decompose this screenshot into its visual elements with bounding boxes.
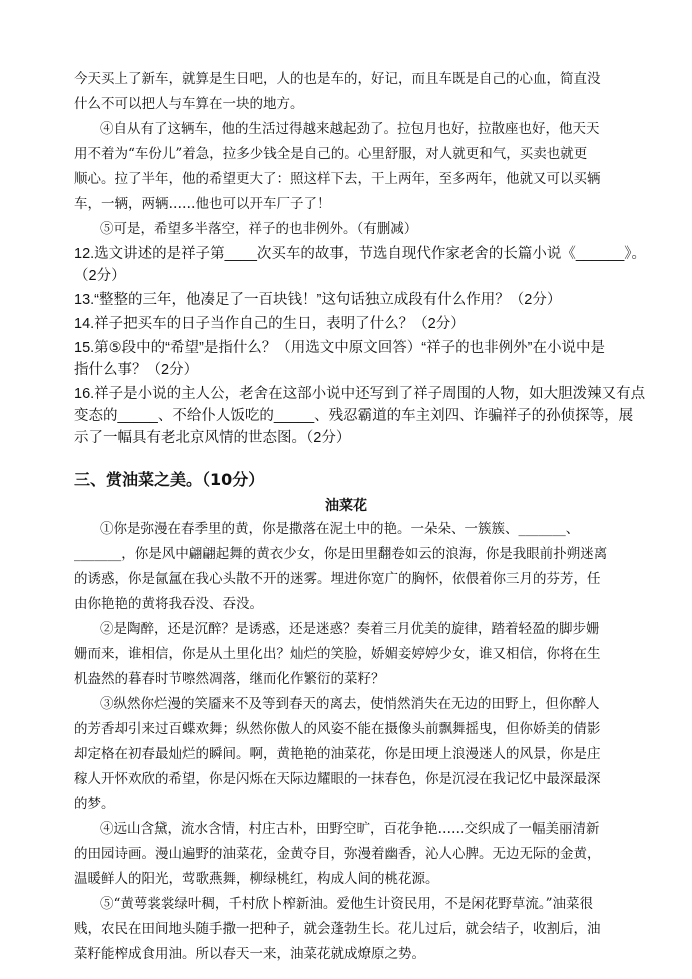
question-16-line-3: 示了一幅具有老北京风情的世态图。（2分） xyxy=(74,430,351,446)
passage1-line-1: 今天买上了新车，就算是生日吧，人的也是车的，好记，而且车既是自己的心血，简直没 xyxy=(74,71,601,87)
passage2-line-18: 菜籽能榨成食用油。所以春天一来，油菜花就成燎原之势。 xyxy=(74,946,425,962)
passage2-line-15: 温暖鲜人的阳光，莺歌燕舞，柳绿桃红，构成人间的桃花源。 xyxy=(74,871,439,887)
passage2-line-5: ②是陶醉，还是沉醉？是诱惑，还是迷惑？奏着三月优美的旋律，踏着轻盈的脚步姗 xyxy=(100,621,600,637)
passage2-line-17: 贱，农民在田间地头随手撒一把种子，就会蓬勃生长。花儿过后，就会结子，收割后，油 xyxy=(74,921,601,937)
question-12-score: （2分） xyxy=(74,268,126,284)
passage2-line-1: ①你是弥漫在春季里的黄，你是撒落在泥土中的艳。一朵朵、一簇簇、_______、 xyxy=(100,521,580,537)
question-15-line-1: 15.第⑤段中的“希望”是指什么？（用选文中原文回答）“祥子的也非例外”在小说中是 xyxy=(74,340,605,356)
passage2-line-14: 的田园诗画。漫山遍野的油菜花，金黄夺目，弥漫着幽香，沁人心脾。无边无际的金黄， xyxy=(74,846,601,862)
passage2-line-2: _______，你是风中翩翩起舞的黄衣少女，你是田里翻卷如云的浪海，你是我眼前扑朔迷离 xyxy=(74,546,608,562)
passage2-line-3: 的诱惑，你是氤氲在我心头散不开的迷雾。埋进你宽广的胸怀，依偎着你三月的芬芳，任 xyxy=(74,571,601,587)
passage2-line-12: 的梦。 xyxy=(74,796,115,812)
passage1-para5: ⑤可是，希望多半落空，祥子的也非例外。（有删减） xyxy=(100,221,418,237)
passage2-line-7: 机盎然的暮春时节嚓然凋落，继而化作繁衍的菜籽？ xyxy=(74,671,385,687)
section-heading: 三、赏油菜之美。（10分） xyxy=(74,470,265,489)
passage2-line-6: 姗而来，谁相信，你是从土里化出？灿烂的笑脸，娇媚妾婷婷少女，谁又相信，你将在生 xyxy=(74,646,601,662)
passage2-line-8: ③纵然你烂漫的笑靥来不及等到春天的离去，使悄然消失在无边的田野上，但你醉人 xyxy=(100,696,600,712)
passage1-para4-line-3: 顺心。拉了半年，他的希望更大了：照这样下去，干上两年，至多两年，他就又可以买辆 xyxy=(74,171,601,187)
passage1-line-2: 什么不可以把人与车算在一块的地方。 xyxy=(74,96,304,112)
question-16-line-1: 16.祥子是小说的主人公，老舍在这部小说中还写到了祥子周围的人物，如大胆泼辣又有点 xyxy=(74,386,646,402)
passage2-line-13: ④远山含黛，流水含情，村庄古朴，田野空旷，百花争艳……交织成了一幅美丽清新 xyxy=(100,821,600,837)
passage1-para4-line-2: 用不着为“车份儿”着急，拉多少钱全是自己的。心里舒服，对人就更和气，买卖也就更 xyxy=(74,146,588,162)
passage2-line-9: 的芳香却引来过百蝶欢舞；纵然你傲人的风姿不能在摄像头前飘舞摇曳，但你娇美的倩影 xyxy=(74,721,601,737)
article-title: 油菜花 xyxy=(325,498,367,514)
question-15-line-2: 指什么事？（2分） xyxy=(74,362,199,378)
passage1-para4-line-4: 车，一辆，两辆……他也可以开车厂子了！ xyxy=(74,196,331,212)
passage1-para4-line-1: ④自从有了这辆车，他的生活过得越来越起劲了。拉包月也好，拉散座也好，他天天 xyxy=(100,121,600,137)
passage2-line-11: 稼人开怀欢欣的希望，你是闪烁在天际边耀眼的一抹春色，你是沉浸在我记忆中最深最深 xyxy=(74,771,601,787)
passage2-line-4: 由你艳艳的黄将我吞没、吞没。 xyxy=(74,596,263,612)
passage2-line-16: ⑤“黄萼裳裳绿叶稠，千村欣卜榨新油。爱他生计资民用，不是闲花野草流。”油菜很 xyxy=(100,896,594,912)
question-13: 13.“整整的三年，他凑足了一百块钱！”这句话独立成段有什么作用？（2分） xyxy=(74,292,562,308)
question-14: 14.祥子把买车的日子当作自己的生日，表明了什么？（2分） xyxy=(74,316,465,332)
question-16-line-2: 变态的_____、不给仆人饭吃的_____、残忍霸道的车主刘四、诈骗祥子的孙侦探等，展 xyxy=(74,408,634,424)
question-12: 12.选文讲述的是祥子第____次买车的故事，节选自现代作家老舍的长篇小说《______》。 xyxy=(74,246,647,262)
passage2-line-10: 却定格在初春最灿烂的瞬间。啊，黄艳艳的油菜花，你是田埂上浪漫迷人的风景，你是庄 xyxy=(74,746,601,762)
